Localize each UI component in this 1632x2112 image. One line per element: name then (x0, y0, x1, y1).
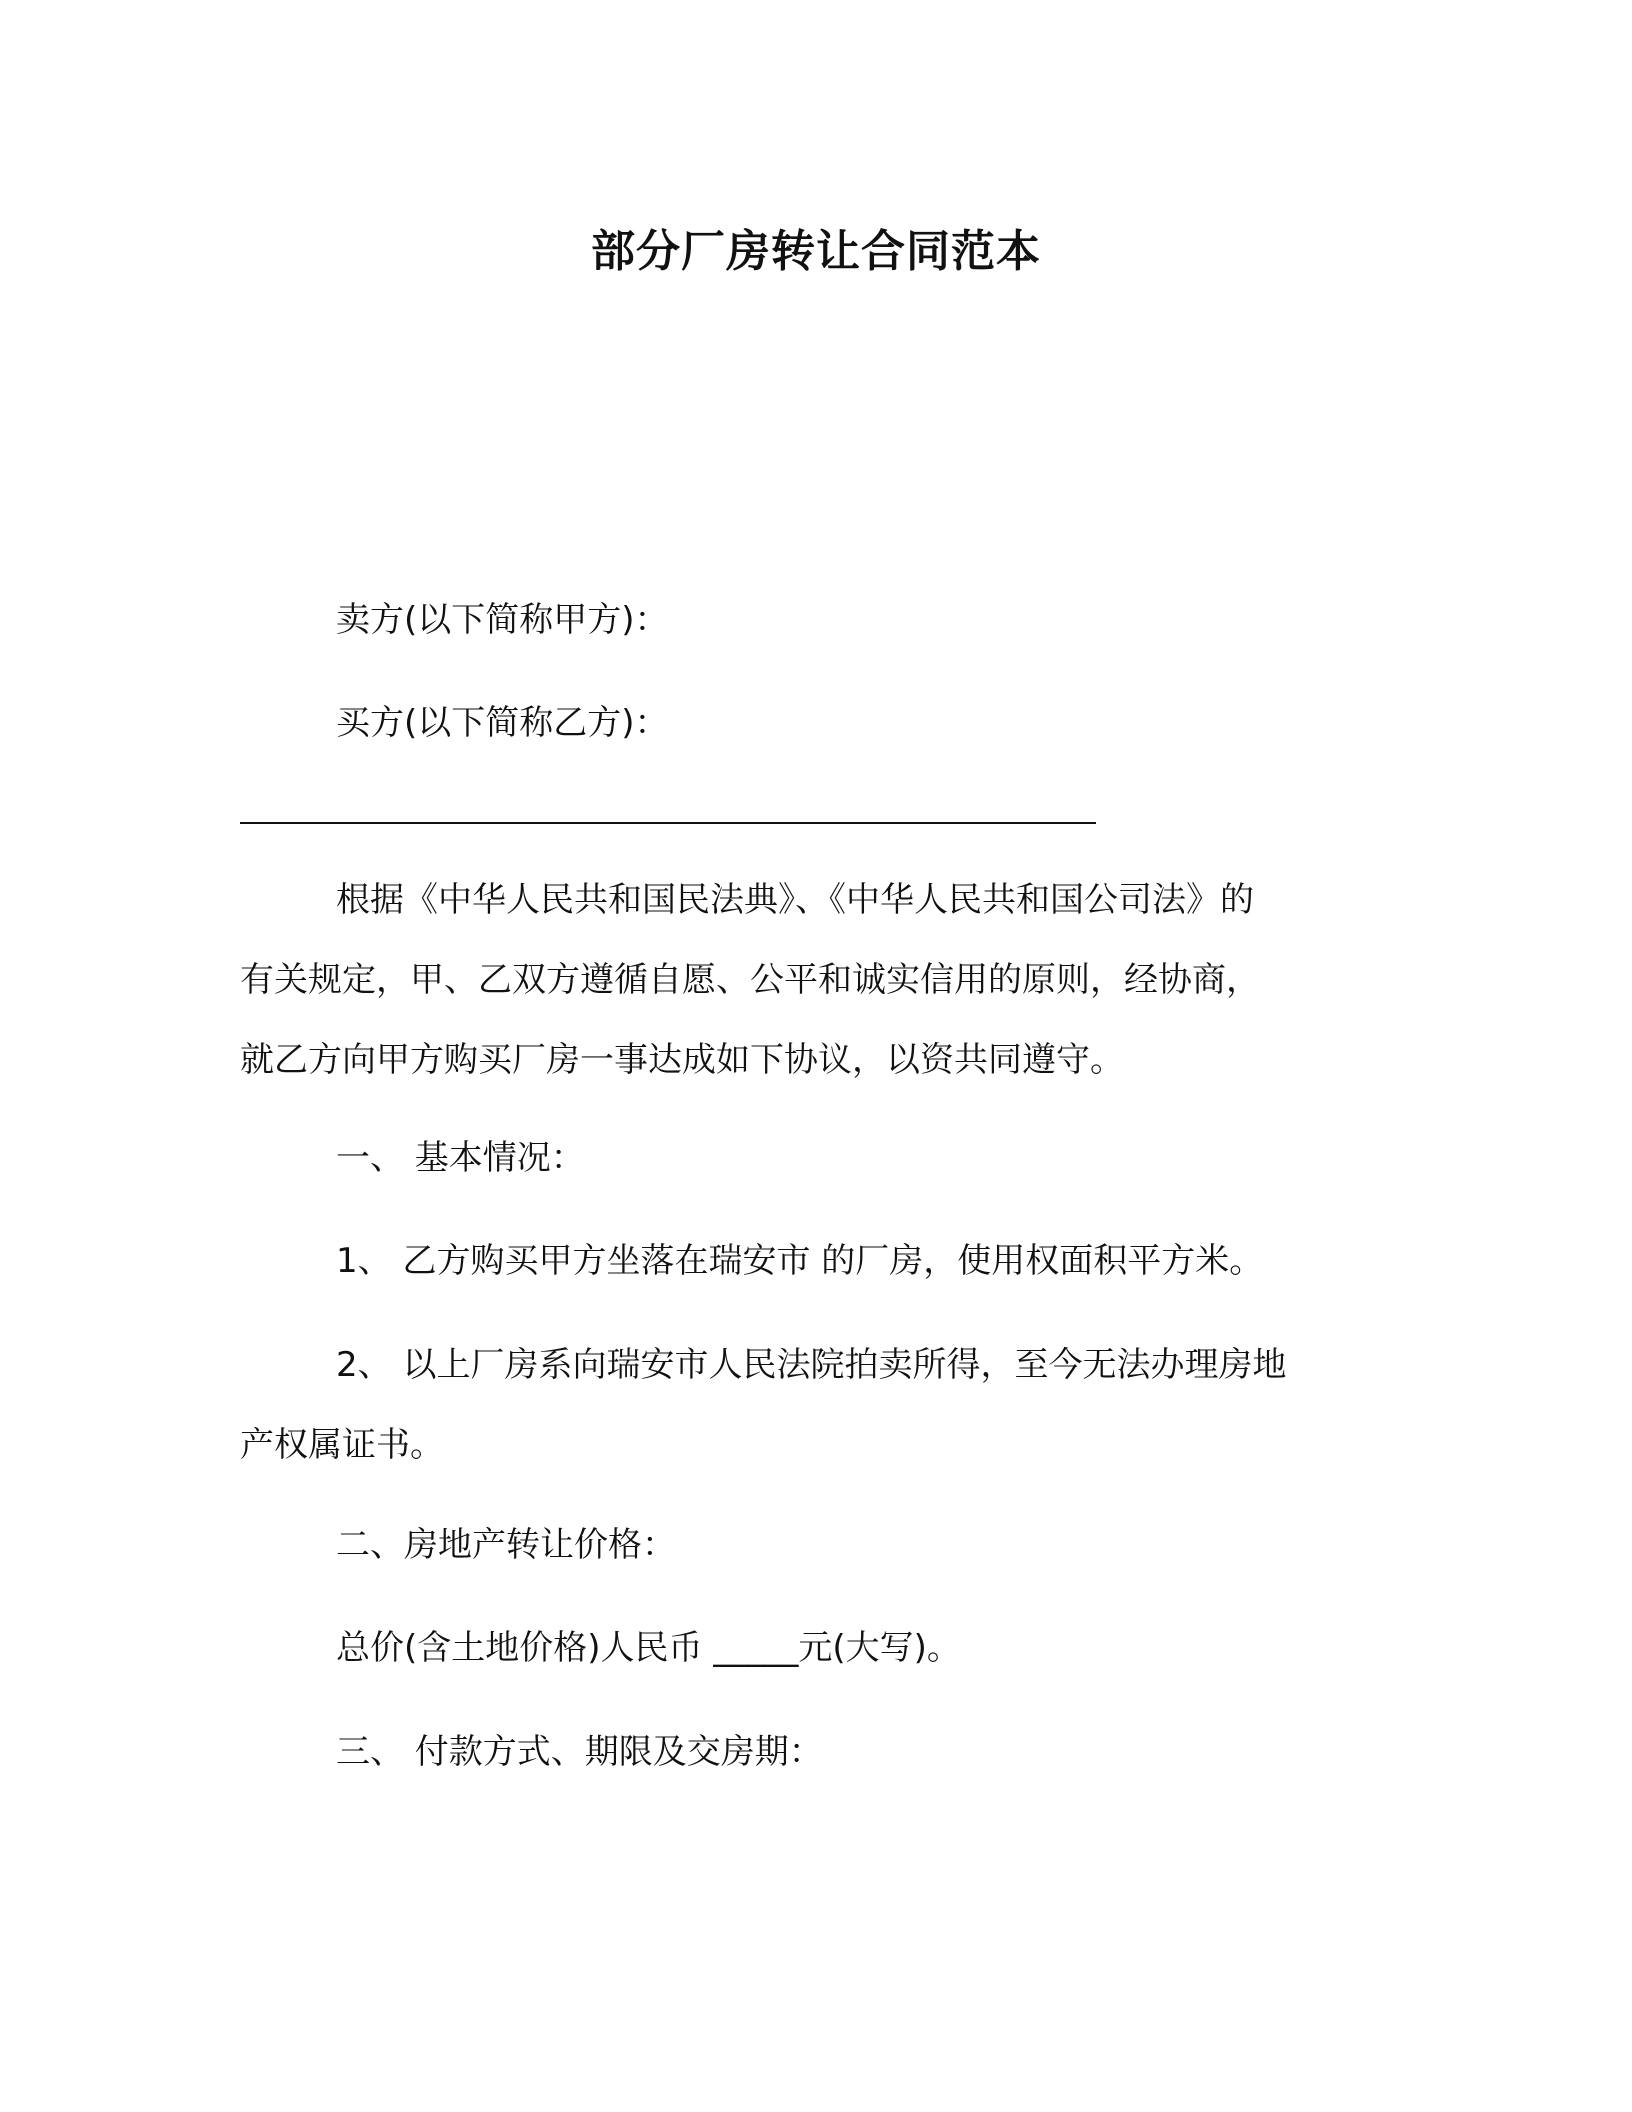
separator-line (240, 822, 1096, 824)
seller-line: 卖方(以下简称甲方)： (336, 600, 669, 640)
price-line: 总价(含土地价格)人民币 _____元(大写)。 (336, 1628, 961, 1668)
section-1-item-2 (240, 1325, 1380, 1485)
item-2-line-1: 2、 以上厂房系向瑞安市人民法院拍卖所得，至今无法办理房地 (336, 1345, 1287, 1385)
section-2-heading: 二、房地产转让价格： (336, 1525, 676, 1565)
preamble-line-3: 就乙方向甲方购买厂房一事达成如下协议，以资共同遵守。 (240, 1040, 1124, 1080)
document-title: 部分厂房转让合同范本 (591, 226, 1041, 277)
preamble-paragraph (240, 860, 1380, 1100)
preamble-line-1: 根据《中华人民共和国民法典》、《中华人民共和国公司法》的 (336, 880, 1254, 920)
section-1-heading: 一、 基本情况： (336, 1138, 585, 1178)
buyer-line: 买方(以下简称乙方)： (336, 703, 669, 743)
section-1-item-1: 1、 乙方购买甲方坐落在瑞安市 的厂房，使用权面积平方米。 (336, 1241, 1264, 1281)
preamble-line-2: 有关规定，甲、乙双方遵循自愿、公平和诚实信用的原则，经协商， (240, 960, 1260, 1000)
item-2-line-2: 产权属证书。 (240, 1425, 444, 1465)
section-3-heading: 三、 付款方式、期限及交房期： (336, 1732, 823, 1772)
